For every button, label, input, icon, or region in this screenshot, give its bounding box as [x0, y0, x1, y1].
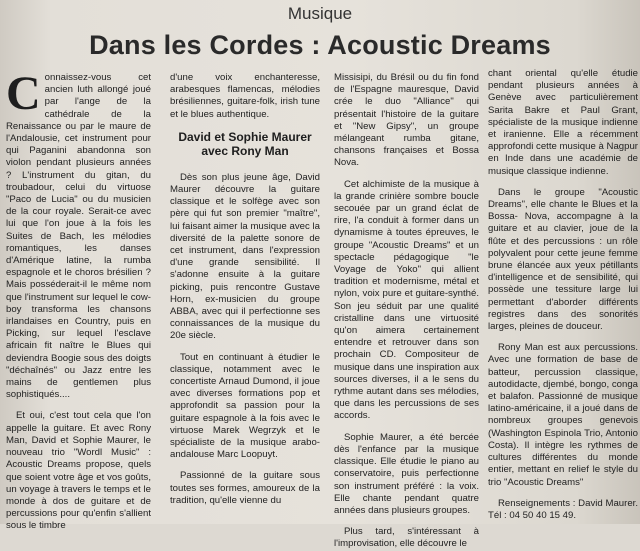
article-paragraph: Cet alchimiste de la musique à la grande crinière sombre boucle secouée par un grand éclat de rire, l'a conduit à former dans un dynamisme à toutes épreuves, le groupe "Acoustic Dreams" et un spectacle pédagogique "le Voyage de Yoko" qui allient tradition et modernisme, métal et nylon, voix pure et guitare-synthé. Son jeu séduit par une qualité cristalline dans une virtuosité qu'on aimera certainement entendre et retrouver dans son prochain CD. Compositeur de musique dans une inspiration aux sources diverses, il a le sens du rythme autant dans ses mélodies, que dans les percussions de ses accords. [334, 178, 479, 422]
article-paragraph: chant oriental qu'elle étudie pendant plusieurs années à Genève avec particulièrement Sarita Bakre et Paul Grant, spécialiste de la musique indienne et iranienne. Elle a récemment approfondi cette musique à Nagpur en Inde dans une académie de musique classique indienne. [488, 68, 638, 177]
article-paragraph: Missisipi, du Brésil ou du fin fond de l'Espagne mauresque, David crée le duo "Alliance" qui présentait l'histoire de la guitare et "New Gipsy", un groupe mélangeant rumba gitane, chansons françaises et Bossa Nova. [334, 72, 479, 169]
section-label: Musique [287, 4, 353, 23]
article-column-1 [6, 67, 151, 532]
article-column-2 [170, 72, 320, 524]
article-paragraph: Dans le groupe "Acoustic Dreams", elle chante le Blues et la Bossa- Nova, accompagne à la guitare et au clavier, joue de la flûte et des percussions : un rôle polyvalent pour cette jeune femme brune élancée aux yeux pétillants d'intelligence et de sensibilité, qui possède une tessiture large lui permettant d'aborder différents registres dans des sonorités larges, pleines de douceur. [488, 186, 638, 333]
drop-cap: C [6, 67, 41, 120]
article-paragraph: Plus tard, s'intéressant à l'improvisation, elle découvre le [334, 526, 479, 550]
article-paragraph: Sophie Maurer, a été bercée dès l'enfance par la musique classique. Elle étudie le piano au conservatoire, puis perfectionne son instrument préféré : la voix. Elle chante pendant quatre années dans plusieurs groupes. [334, 431, 479, 516]
article-paragraph [6, 67, 151, 401]
article-paragraph: Dès son plus jeune âge, David Maurer découvre la guitare classique et le solfège avec son père qui fut son premier "maître", lui faisant aimer la musique avec la diversité de la palette sonore de cet instrument, dans l'expression d'une grande sensibilité. Il s'adonne ensuite à la guitare picking, puis rencontre Gustave Horn, ex-musicien du groupe ABBA, avec qui il perfectionne ses connaissances de la musique du 20e siècle. [170, 171, 320, 342]
article-paragraph: Tout en continuant à étudier le classique, notamment avec le concertiste Arnaud Dumond, il joue avec diverses formations pop et approfondit sa passion pour la guitare espagnole à la fois avec le virtuose Marek Wegrzyk et le spécialiste de la musique arabo-andalouse Marc Loopuyt. [170, 351, 320, 461]
article-paragraph: Passionné de la guitare sous toutes ses formes, amoureux de la tradition, qu'elle vienne du [170, 470, 320, 506]
article-paragraph: Rony Man est aux percussions. Avec une formation de base de batteur, percussion classique, autodidacte, djembé, bongo, conga et balafon. Passionné de musique latino-américaine, il a joué dans de nombreux groupes genevois (Washington Espinola Trio, Antonio Costa). Il intègre les rythmes de cultures différentes du monde entier, mettant en relief le style du trio "Acoustic Dreams" [488, 342, 638, 488]
paragraph-text: onnaissez-vous cet ancien luth allongé joué par l'ange de la cathédrale de la Renaissance ou par le maure de l'Andalousie, cet instrument pour qui Paganini abandonna son violon pendant plusieurs années ? L'instrument du gitan, du troubadour, celui du virtuose "Paco de Lucia" ou du musicien de la cour royale. Serait-ce avec lui que l'on joue à la fois les Suites de Bach, les mélodies romantiques, les danses d'Amérique latine, la rumba espagnole et le choros brésilien ? Mais posséderait-il le même nom que l'instrument sur lequel le cow-boy transforma les chansons irlandaises en Country, puis en Picking, sur lequel l'esclave africain fit naître le Blues qui deviendra Boogie sous des doigts "déchaînés" ou Jazz entre les mains de gentlemen plus sophistiqués.... [6, 72, 151, 401]
article-column-3 [334, 72, 479, 550]
article-column-4 [488, 68, 638, 524]
contact-info: Renseignements : David Maurer. Tél : 04 50 40 15 49. [488, 497, 638, 521]
article-paragraph: d'une voix enchanteresse, arabesques flamencas, mélodies brésiliennes, guitare-folk, irish tune et le blues authentique. [170, 72, 320, 120]
article-headline: Dans les Cordes : Acoustic Dreams [89, 30, 551, 60]
article-paragraph: Et oui, c'est tout cela que l'on appelle la guitare. Et avec Rony Man, David et Sophie Maurer, le nouveau trio "Wordl Music" : Acoustic Dreams propose, quels que soient votre âge et vos goûts, un voyage à travers le temps et le monde à dos de guitare et de percussions pour qu'enfin s'allient sous le timbre [6, 410, 151, 532]
article-subheading: David et Sophie Maurer avec Rony Man [178, 129, 312, 158]
